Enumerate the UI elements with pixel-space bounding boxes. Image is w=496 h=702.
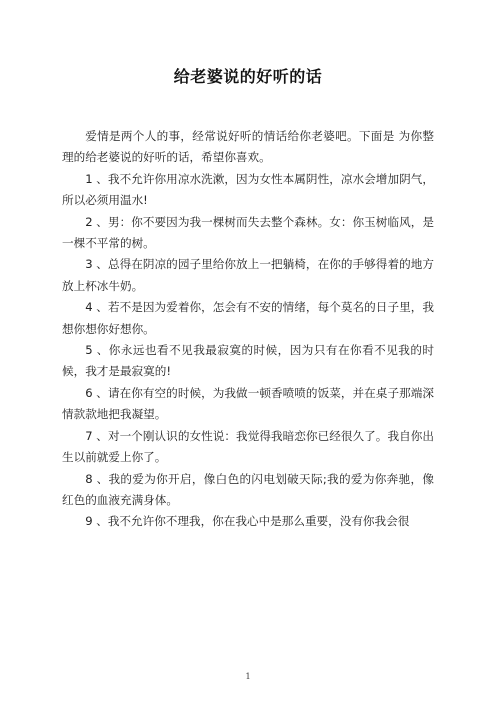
page-number: 1: [245, 672, 251, 681]
paragraph-item-7: 7 、对一个刚认识的女性说：我觉得我暗恋你已经很久了。我自你出生以前就爱上你了。: [62, 428, 434, 465]
document-body: [62, 126, 434, 533]
paragraph-item-5: 5 、你永远也看不见我最寂寞的时候，因为只有在你看不见我的时候，我才是最寂寞的!: [62, 343, 434, 379]
paragraph-intro: 爱情是两个人的事，经常说好听的情话给你老婆吧。下面是 为你整理的给老婆说的好听的话，希望你喜欢。: [62, 129, 434, 165]
paragraph-item-1: 1 、我不允许你用凉水洗漱，因为女性本属阴性，凉水会增加阴气，所以必须用温水!: [62, 171, 434, 208]
paragraph-item-2: 2 、男：你不要因为我一棵树而失去整个森林。女：你玉树临风，是一棵不平常的树。: [62, 214, 434, 251]
paragraph-item-4: 4 、若不是因为爱着你，怎会有不安的情绪，每个莫名的日子里，我想你想你好想你。: [62, 300, 434, 336]
paragraph-item-3: 3 、总得在阴凉的园子里给你放上一把躺椅，在你的手够得着的地方放上杯冰牛奶。: [62, 257, 434, 293]
paragraph-item-9: 9 、我不允许你不理我，你在我心中是那么重要，没有你我会很: [85, 514, 410, 529]
paragraph-item-6: 6 、请在你有空的时候，为我做一顿香喷喷的饭菜，并在桌子那端深情款款地把我凝望。: [62, 385, 434, 422]
paragraph-item-8: 8 、我的爱为你开启，像白色的闪电划破天际;我的爱为你奔驰，像红色的血液充满身体。: [62, 471, 434, 507]
document-title: 给老婆说的好听的话: [173, 67, 323, 86]
